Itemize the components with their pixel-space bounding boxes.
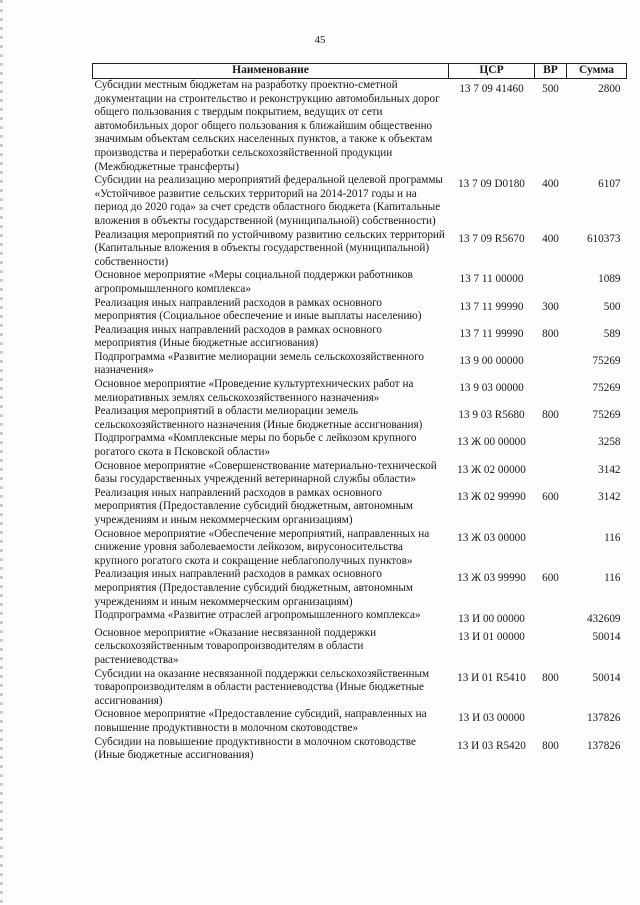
cell-vr <box>535 627 567 668</box>
table-body <box>93 79 627 763</box>
cell-name: Субсидии на реализацию мероприятий федеральной целевой программы «Устойчивое развитие сельских территорий на 2014-2017 годы и на период до 2020 года» за счет средств областного бюджета (Капитальные вложения в объекты государственной (муниципальной) собственности) <box>94 174 443 227</box>
cell-csr: 13 И 03 00000 <box>458 712 525 725</box>
header-sum: Сумма <box>567 64 627 79</box>
cell-csr: 13 9 00 00000 <box>459 354 524 367</box>
cell-sum: 137826 <box>586 739 621 752</box>
table-row <box>93 378 627 405</box>
cell-vr <box>535 378 567 405</box>
cell-sum: 50014 <box>592 671 621 684</box>
cell-name: Подпрограмма «Развитие отраслей агропромышленного комплекса» <box>94 609 421 622</box>
table-header <box>93 64 627 79</box>
table-row <box>93 229 627 270</box>
table-row <box>93 668 627 709</box>
cell-name: Реализация иных направлений расходов в рамках основного мероприятия (Предоставление субсидий бюджетным, автономным учреждениям и иным некоммерческим организациям) <box>94 568 413 608</box>
cell-name: Субсидии местным бюджетам на разработку проектно-сметной документации на строительство и реконструкцию автомобильных дорог общего пользования с твердым покрытием, ведущих от сети автомобильных дорог общего пользования к ближайшим общественно значимым объектам сельских населенных пунктов, а также к объектам производства и переработки сельскохозяйственной продукции (Межбюджетные трансферты) <box>94 79 440 173</box>
header-csr: ЦСР <box>449 64 535 79</box>
table-row <box>93 269 627 296</box>
table-row <box>93 79 627 175</box>
cell-sum: 1089 <box>598 273 621 286</box>
table-row <box>93 736 627 763</box>
table-row <box>93 297 627 324</box>
table-row <box>93 405 627 432</box>
cell-sum: 3142 <box>598 490 621 503</box>
table-row <box>93 708 627 735</box>
cell-vr: 400 <box>542 178 559 191</box>
cell-sum: 6107 <box>598 178 621 191</box>
cell-csr: 13 Ж 02 00000 <box>457 463 526 476</box>
cell-vr <box>535 460 567 487</box>
cell-vr <box>535 609 567 627</box>
cell-sum: 3258 <box>598 436 621 449</box>
table-row <box>93 627 627 668</box>
cell-name: Реализация иных направлений расходов в рамках основного мероприятия (Иные бюджетные ассигнования) <box>94 323 382 350</box>
cell-sum: 589 <box>603 327 621 340</box>
cell-csr: 13 9 03 00000 <box>459 382 524 395</box>
cell-csr: 13 7 09 41460 <box>459 83 524 95</box>
table-row <box>93 460 627 487</box>
cell-sum: 2800 <box>598 83 621 95</box>
table-row <box>93 432 627 459</box>
cell-csr: 13 И 00 00000 <box>458 613 525 626</box>
cell-sum: 137826 <box>586 712 621 725</box>
budget-table <box>92 63 627 763</box>
table-row <box>93 174 627 228</box>
cell-vr <box>535 432 567 459</box>
cell-vr: 800 <box>542 327 559 340</box>
cell-name: Реализация мероприятий в области мелиорации земель сельскохозяйственного назначения (Иные бюджетные ассигнования) <box>94 405 423 431</box>
table-row <box>93 487 627 528</box>
cell-name: Реализация иных направлений расходов в рамках основного мероприятия (Социальное обеспечение и иные выплаты населению) <box>94 296 422 323</box>
table-row <box>93 609 627 627</box>
cell-csr: 13 7 11 00000 <box>459 273 524 286</box>
cell-name: Основное мероприятие «Обеспечение мероприятий, направленных на снижение уровня заболеваемости лейкозом, вирусоносительства крупного рогатого скота и сокращение неблагополучных пунктов» <box>94 527 430 567</box>
cell-csr: 13 Ж 03 00000 <box>457 531 526 544</box>
cell-csr: 13 9 03 R5680 <box>458 409 525 422</box>
cell-vr <box>535 528 567 569</box>
table-row <box>93 568 627 609</box>
cell-sum: 116 <box>604 531 621 544</box>
cell-csr: 13 И 03 R5420 <box>457 739 526 752</box>
cell-name: Подпрограмма «Комплексные меры по борьбе с лейкозом крупного рогатого скота в Псковской области» <box>94 432 417 459</box>
table-row <box>93 324 627 351</box>
cell-sum: 116 <box>604 572 621 585</box>
cell-csr: 13 7 09 R5670 <box>458 232 525 245</box>
cell-csr: 13 Ж 02 99990 <box>457 490 526 503</box>
cell-csr: 13 И 01 R5410 <box>457 671 526 684</box>
cell-vr: 600 <box>542 490 559 503</box>
cell-vr: 800 <box>542 671 559 684</box>
cell-name: Основное мероприятие «Совершенствование материально-технической базы государственных учреждений ветеринарной службы области» <box>94 459 437 486</box>
cell-sum: 75269 <box>592 382 621 395</box>
page-number: 45 <box>314 34 326 46</box>
cell-sum: 610373 <box>586 232 621 245</box>
cell-vr <box>535 708 567 735</box>
cell-sum: 432609 <box>586 613 621 626</box>
cell-name: Основное мероприятие «Предоставление субсидий, направленных на повышение продуктивности в молочном скотоводстве» <box>94 708 427 734</box>
cell-name: Основное мероприятие «Проведение культуртехнических работ на мелиоративных землях сельскохозяйственного назначения» <box>94 378 414 404</box>
scan-edge-artifact <box>0 0 3 905</box>
header-vr: ВР <box>535 64 567 79</box>
cell-vr: 300 <box>542 300 559 313</box>
header-name: Наименование <box>93 64 449 79</box>
cell-sum: 3142 <box>598 463 621 476</box>
cell-name: Реализация мероприятий по устойчивому развитию сельских территорий (Капитальные вложения в объекты государственной (муниципальной) собственности) <box>94 228 445 268</box>
cell-name: Реализация иных направлений расходов в рамках основного мероприятия (Предоставление субсидий бюджетным, автономным учреждениям и иным некоммерческим организациям) <box>94 486 413 526</box>
cell-vr <box>535 269 567 296</box>
cell-vr: 800 <box>542 409 559 422</box>
cell-vr <box>535 351 567 378</box>
cell-csr: 13 7 11 99990 <box>459 300 524 313</box>
cell-sum: 50014 <box>592 630 621 643</box>
cell-csr: 13 И 01 00000 <box>458 630 525 643</box>
cell-vr: 800 <box>542 739 559 752</box>
cell-sum: 75269 <box>592 409 621 422</box>
cell-name: Подпрограмма «Развитие мелиорации земель сельскохозяйственного назначения» <box>94 350 424 377</box>
table-row <box>93 528 627 569</box>
cell-sum: 500 <box>603 300 621 313</box>
cell-vr: 400 <box>542 232 559 245</box>
cell-name: Субсидии на оказание несвязанной поддержки сельскохозяйственным товаропроизводителям в области растениеводства (Иные бюджетные ассигнования) <box>94 667 430 707</box>
cell-csr: 13 Ж 00 00000 <box>457 436 526 449</box>
cell-csr: 13 Ж 03 99990 <box>457 572 526 585</box>
cell-sum: 75269 <box>592 354 621 367</box>
cell-name: Основное мероприятие «Оказание несвязанной поддержки сельскохозяйственным товаропроизводителям в области растениеводства» <box>94 626 377 666</box>
cell-vr: 500 <box>542 83 559 95</box>
cell-csr: 13 7 09 D0180 <box>458 178 525 191</box>
cell-name: Основное мероприятие «Меры социальной поддержки работников агропромышленного комплекса» <box>94 269 413 295</box>
cell-csr: 13 7 11 99990 <box>459 327 524 340</box>
cell-name: Субсидии на повышение продуктивности в молочном скотоводстве (Иные бюджетные ассигнования) <box>94 735 416 762</box>
cell-vr: 600 <box>542 572 559 585</box>
table-row <box>93 351 627 378</box>
